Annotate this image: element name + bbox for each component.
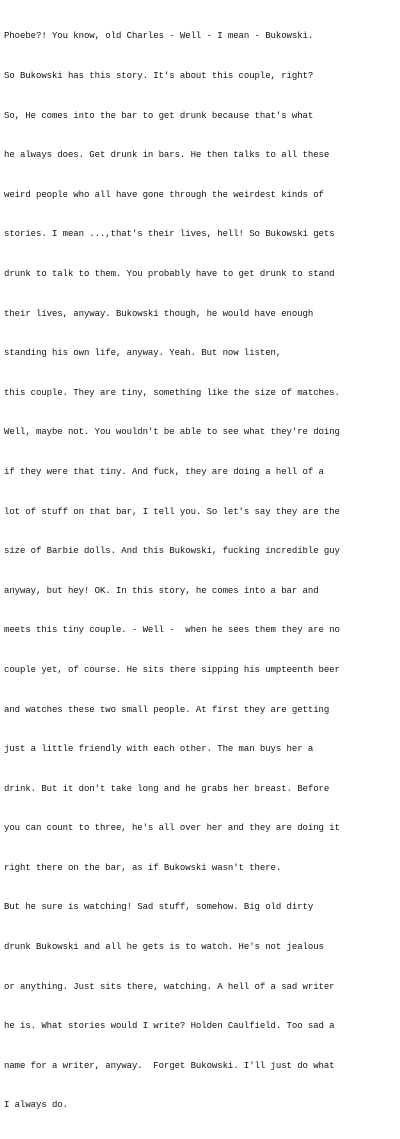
text-line: Well, maybe not. You wouldn't be able to see what they're doing: [4, 427, 340, 438]
text-line: couple yet, of course. He sits there sipping his umpteenth beer: [4, 664, 340, 675]
text-line: you can count to three, he's all over her and they are doing it: [4, 823, 340, 834]
text-line: he always does. Get drunk in bars. He then talks to all these: [4, 150, 330, 161]
text-line: weird people who all have gone through the weirdest kinds of: [4, 189, 324, 200]
text-line: and watches these two small people. At first they are getting: [4, 704, 330, 715]
text-line: this couple. They are tiny, something like the size of matches.: [4, 387, 340, 398]
text-line: just a little friendly with each other. The man buys her a: [4, 744, 314, 755]
text-line: stories. I mean ...,that's their lives, hell! So Bukowski gets: [4, 229, 335, 240]
text-line: So Bukowski has this story. It's about this couple, right?: [4, 71, 314, 81]
text-line: size of Barbie dolls. And this Bukowski, fucking incredible guy: [4, 546, 340, 557]
text-line: or anything. Just sits there, watching. A hell of a sad writer: [4, 981, 335, 992]
text-line: anyway, but hey! OK. In this story, he comes into a bar and: [4, 585, 319, 596]
text-line: lot of stuff on that bar, I tell you. So let's say they are the: [4, 506, 340, 517]
text-line: drink. But it don't take long and he grabs her breast. Before: [4, 783, 330, 794]
text-line: I always do.: [4, 1100, 68, 1111]
text-line: meets this tiny couple. - Well - when he sees them they are no: [4, 625, 340, 636]
text-line: name for a writer, anyway. Forget Bukowski. I'll just do what: [4, 1060, 335, 1071]
text-line: drunk to talk to them. You probably have to get drunk to stand: [4, 268, 335, 279]
text-line: So, He comes into the bar to get drunk because that's what: [4, 110, 314, 121]
text-line: standing his own life, anyway. Yeah. But now listen,: [4, 348, 282, 359]
monologue-text: [4, 4, 340, 1139]
text-line: drunk Bukowski and all he gets is to watch. He's not jealous: [4, 942, 324, 953]
text-line: if they were that tiny. And fuck, they are doing a hell of a: [4, 466, 324, 477]
text-line: he is. What stories would I write? Holden Caulfield. Too sad a: [4, 1021, 335, 1032]
text-line: their lives, anyway. Bukowski though, he would have enough: [4, 308, 314, 319]
text-line: But he sure is watching! Sad stuff, somehow. Big old dirty: [4, 902, 314, 913]
text-line: right there on the bar, as if Bukowski wasn't there.: [4, 862, 282, 873]
text-line: Phoebe?! You know, old Charles - Well - I mean - Bukowski.: [4, 31, 314, 42]
